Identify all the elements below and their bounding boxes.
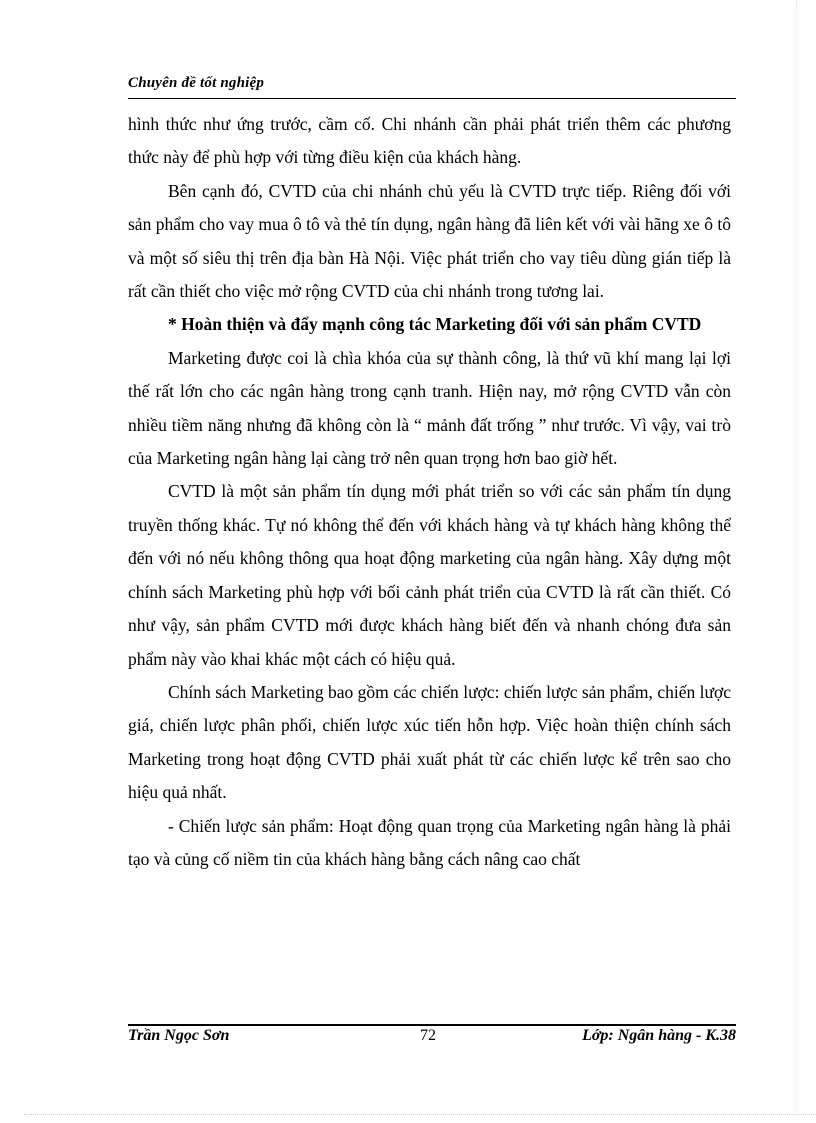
footer-author: Trần Ngọc Sơn <box>128 1027 230 1044</box>
footer-class-info: Lớp: Ngân hàng - K.38 <box>582 1027 736 1044</box>
paragraph: CVTD là một sản phẩm tín dụng mới phát triển so với các sản phẩm tín dụng truyền thống khác. Tự nó không thể đến với khách hàng và tự khách hàng không thể đến với nó nếu không thông qua hoạt động marketing của ngân hàng. Xây dựng một chính sách Marketing phù hợp với bối cảnh phát triển của CVTD là rất cần thiết. Có như vậy, sản phẩm CVTD mới được khách hàng biết đến và nhanh chóng đưa sản phẩm này vào khai khác một cách có hiệu quả. <box>128 481 731 669</box>
page-edge-bottom <box>24 1114 816 1115</box>
page-number: 72 <box>420 1027 436 1044</box>
page-footer <box>128 1027 736 1051</box>
page-header <box>128 74 736 99</box>
paragraph: Bên cạnh đó, CVTD của chi nhánh chủ yếu là CVTD trực tiếp. Riêng đối với sản phẩm cho vay mua ô tô và thẻ tín dụng, ngân hàng đã liên kết với vài hãng xe ô tô và một số siêu thị trên địa bàn Hà Nội. Việc phát triển cho vay tiêu dùng gián tiếp là rất cần thiết cho việc mở rộng CVTD của chi nhánh trong tương lai. <box>128 180 731 302</box>
paragraph-continuation: hình thức như ứng trước, cầm cố. Chi nhánh cần phải phát triển thêm các phương thức này để phù hợp với từng điều kiện của khách hàng. <box>128 114 731 168</box>
paragraph: Chính sách Marketing bao gồm các chiến lược: chiến lược sản phẩm, chiến lược giá, chiến lược phân phối, chiến lược xúc tiến hỗn hợp. Việc hoàn thiện chính sách Marketing trong hoạt động CVTD phải xuất phát từ các chiến lược kể trên sao cho hiệu quả nhất. <box>128 681 731 803</box>
document-body <box>128 108 731 876</box>
paragraph: - Chiến lược sản phẩm: Hoạt động quan trọng của Marketing ngân hàng là phải tạo và củng cố niềm tin của khách hàng bằng cách nâng cao chất <box>128 815 731 869</box>
page-edge-right <box>796 0 797 1114</box>
footer-divider <box>128 1024 736 1026</box>
section-heading: * Hoàn thiện và đẩy mạnh công tác Marketing đối với sản phẩm CVTD <box>168 314 702 335</box>
paragraph: Marketing được coi là chìa khóa của sự thành công, là thứ vũ khí mang lại lợi thế rất lớn cho các ngân hàng trong cạnh tranh. Hiện nay, mở rộng CVTD vẫn còn nhiều tiềm năng nhưng đã không còn là “ mảnh đất trống ” như trước. Vì vậy, vai trò của Marketing ngân hàng lại càng trở nên quan trọng hơn bao giờ hết. <box>128 347 731 469</box>
header-title: Chuyên đề tốt nghiệp <box>128 75 265 91</box>
